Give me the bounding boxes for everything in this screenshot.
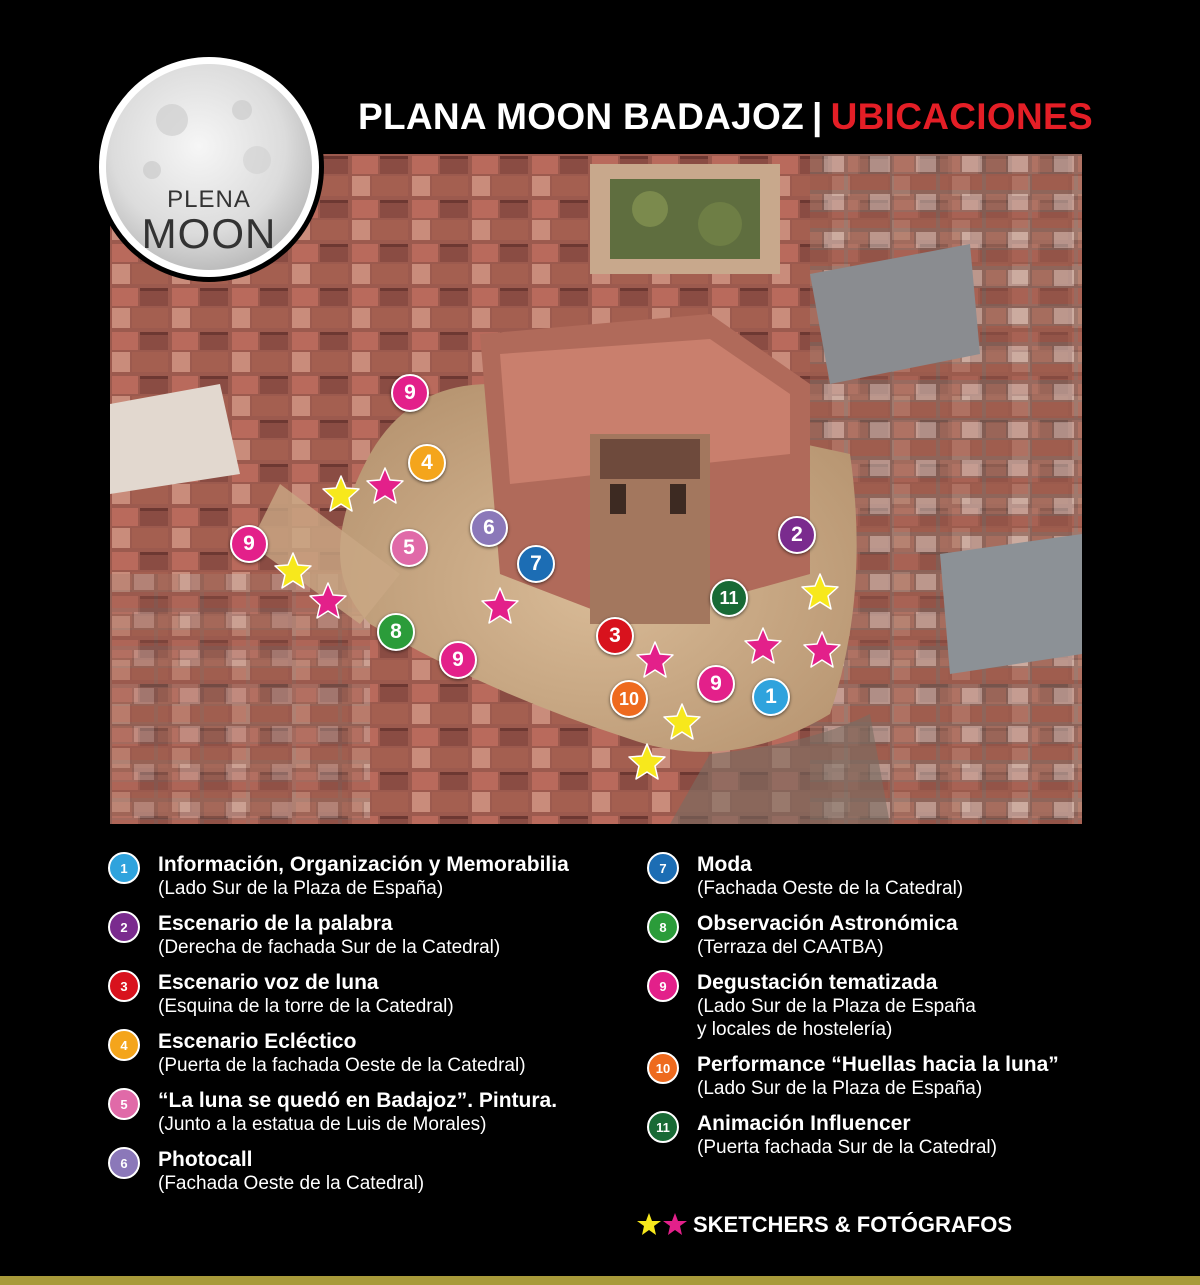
legend-desc: (Puerta fachada Sur de la Catedral) — [697, 1137, 997, 1158]
legend-name: Escenario de la palabra — [158, 912, 393, 935]
map-marker-9[interactable]: 9 — [391, 374, 429, 412]
map-marker-10[interactable]: 10 — [610, 680, 648, 718]
star-marker-pink[interactable] — [744, 627, 782, 665]
star-icon — [663, 703, 701, 741]
legend-right-column — [647, 852, 1167, 1170]
star-marker-pink[interactable] — [481, 587, 519, 625]
legend-desc: (Fachada Oeste de la Catedral) — [697, 878, 964, 899]
legend-badge: 10 — [647, 1052, 679, 1084]
plena-moon-logo — [92, 50, 326, 284]
star-marker-pink[interactable] — [636, 641, 674, 679]
legend-badge: 9 — [647, 970, 679, 1002]
star-icon — [744, 627, 782, 665]
legend-badge: 2 — [108, 911, 140, 943]
map-marker-6[interactable]: 6 — [470, 509, 508, 547]
legend-item-10 — [647, 1052, 1167, 1100]
star-icon — [274, 552, 312, 590]
legend-name: Degustación tematizada — [697, 971, 938, 994]
legend-badge: 3 — [108, 970, 140, 1002]
map-marker-9[interactable]: 9 — [230, 525, 268, 563]
star-marker-pink[interactable] — [366, 467, 404, 505]
logo-line1: PLENA — [167, 186, 251, 213]
legend-badge: 1 — [108, 852, 140, 884]
star-marker-yellow[interactable] — [322, 475, 360, 513]
legend-name: Información, Organización y Memorabilia — [158, 853, 569, 876]
star-marker-pink[interactable] — [309, 582, 347, 620]
map-marker-3[interactable]: 3 — [596, 617, 634, 655]
legend-item-2 — [108, 911, 628, 959]
legend-left-column — [108, 852, 628, 1206]
legend-desc: (Junto a la estatua de Luis de Morales) — [158, 1114, 487, 1135]
map-marker-11[interactable]: 11 — [710, 579, 748, 617]
title-accent: UBICACIONES — [830, 96, 1093, 137]
legend-name: Observación Astronómica — [697, 912, 958, 935]
legend-badge: 5 — [108, 1088, 140, 1120]
legend-badge: 11 — [647, 1111, 679, 1143]
map-marker-7[interactable]: 7 — [517, 545, 555, 583]
star-marker-yellow[interactable] — [801, 573, 839, 611]
map-marker-9[interactable]: 9 — [697, 665, 735, 703]
map-marker-5[interactable]: 5 — [390, 529, 428, 567]
legend-name: Moda — [697, 853, 752, 876]
star-icon — [803, 631, 841, 669]
star-icon — [481, 587, 519, 625]
legend-desc: (Lado Sur de la Plaza de España) — [697, 1078, 983, 1099]
legend-item-7 — [647, 852, 1167, 900]
legend-desc: (Puerta de la fachada Oeste de la Catedral) — [158, 1055, 526, 1076]
legend-desc: (Esquina de la torre de la Catedral) — [158, 996, 454, 1017]
legend-desc: (Lado Sur de la Plaza de España) — [158, 878, 444, 899]
legend-item-9 — [647, 970, 1167, 1041]
legend-desc-2: y locales de hostelería) — [697, 1019, 893, 1040]
sketchers-legend — [637, 1212, 1012, 1238]
page-title — [358, 96, 1093, 138]
legend-item-3 — [108, 970, 628, 1018]
star-icon — [636, 641, 674, 679]
legend-name: Photocall — [158, 1148, 253, 1171]
star-icon — [628, 743, 666, 781]
legend-name: “La luna se quedó en Badajoz”. Pintura. — [158, 1089, 558, 1112]
legend-name: Escenario Ecléctico — [158, 1030, 357, 1053]
legend-name: Escenario voz de luna — [158, 971, 379, 994]
legend-item-4 — [108, 1029, 628, 1077]
stars-icon — [637, 1212, 687, 1238]
title-separator: | — [811, 96, 823, 137]
legend-badge: 6 — [108, 1147, 140, 1179]
star-marker-pink[interactable] — [803, 631, 841, 669]
map-marker-2[interactable]: 2 — [778, 516, 816, 554]
legend-item-8 — [647, 911, 1167, 959]
star-icon — [309, 582, 347, 620]
star-marker-yellow[interactable] — [628, 743, 666, 781]
star-icon — [366, 467, 404, 505]
legend-desc: (Terraza del CAATBA) — [697, 937, 884, 958]
map-marker-8[interactable]: 8 — [377, 613, 415, 651]
legend-item-1 — [108, 852, 628, 900]
map-marker-9[interactable]: 9 — [439, 641, 477, 679]
legend-desc: (Fachada Oeste de la Catedral) — [158, 1173, 425, 1194]
legend-badge: 4 — [108, 1029, 140, 1061]
legend-name: Performance “Huellas hacia la luna” — [697, 1053, 1059, 1076]
star-marker-yellow[interactable] — [663, 703, 701, 741]
map-marker-1[interactable]: 1 — [752, 678, 790, 716]
legend-badge: 8 — [647, 911, 679, 943]
legend-item-11 — [647, 1111, 1167, 1159]
map-marker-4[interactable]: 4 — [408, 444, 446, 482]
legend-item-6 — [108, 1147, 628, 1195]
star-marker-yellow[interactable] — [274, 552, 312, 590]
legend-item-5 — [108, 1088, 628, 1136]
sketchers-label: SKETCHERS & FOTÓGRAFOS — [693, 1212, 1013, 1237]
title-main: PLANA MOON BADAJOZ — [358, 96, 804, 137]
star-icon — [322, 475, 360, 513]
logo-line2: MOON — [141, 210, 277, 257]
legend-badge: 7 — [647, 852, 679, 884]
legend-desc: (Lado Sur de la Plaza de España — [697, 996, 976, 1017]
star-icon — [801, 573, 839, 611]
legend-name: Animación Influencer — [697, 1112, 911, 1135]
legend-desc: (Derecha de fachada Sur de la Catedral) — [158, 937, 501, 958]
bottom-stripe — [0, 1276, 1200, 1285]
